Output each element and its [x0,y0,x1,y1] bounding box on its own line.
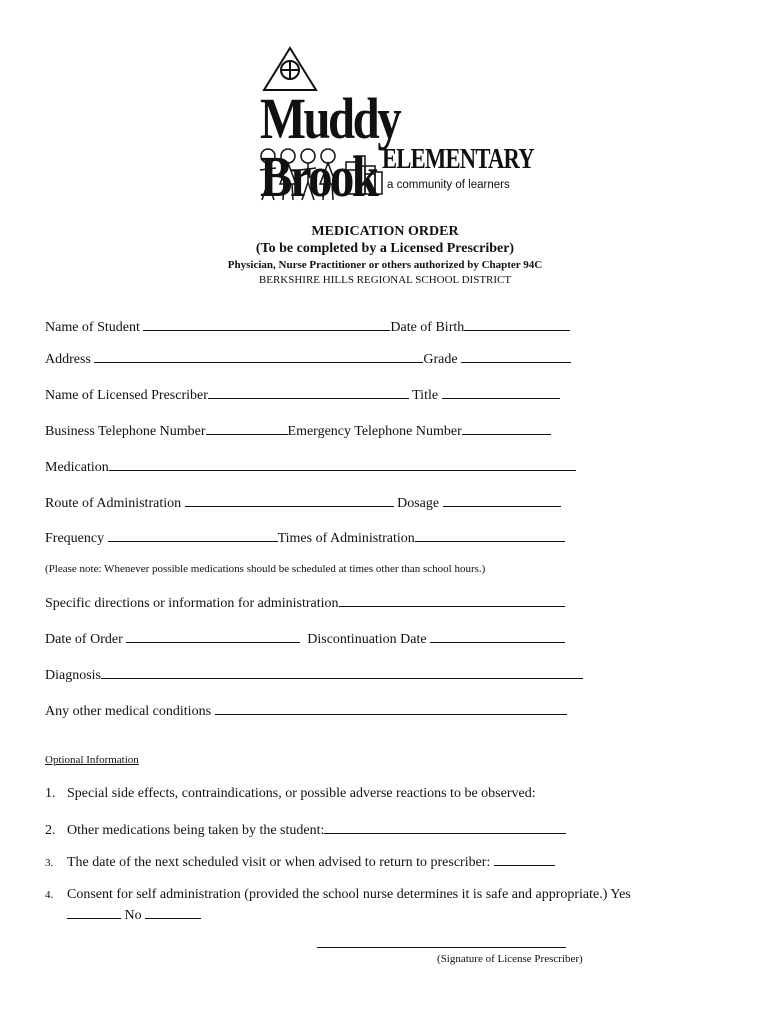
other-medications-field[interactable] [324,820,566,834]
optional-item-number: 3. [45,857,54,869]
medication-field[interactable] [109,457,576,471]
optional-item-number: 2. [45,823,56,838]
logo-tagline: a community of learners [387,179,510,191]
address-field[interactable] [94,349,423,363]
emergency-phone-label: Emergency Telephone Number [287,424,462,439]
medication-label: Medication [45,460,109,475]
route-label: Route of Administration [45,496,182,511]
optional-item-text: The date of the next scheduled visit or when advised to return to prescriber: [67,855,491,870]
optional-item-number: 4. [45,889,54,901]
other-conditions-label: Any other medical conditions [45,704,212,719]
form-title: MEDICATION ORDER [311,224,459,239]
optional-item-text: Other medications being taken by the student: [67,823,325,838]
row-directions [45,593,565,613]
row-other-conditions [45,701,567,721]
discontinuation-field[interactable] [430,629,565,643]
form-district: BERKSHIRE HILLS REGIONAL SCHOOL DISTRICT [258,274,512,286]
signature-label: (Signature of License Prescriber) [437,953,583,965]
optional-item-3 [45,852,555,872]
row-phones [45,421,551,441]
row-dates [45,629,565,649]
optional-item-4 [45,886,631,904]
row-diagnosis [45,665,583,685]
form-subtitle: (To be completed by a Licensed Prescriber) [255,241,515,256]
row-prescriber [45,385,560,405]
student-name-label: Name of Student [45,320,140,335]
logo-brand-sub: ELEMENTARY [382,143,534,175]
title-label: Title [412,388,439,403]
date-order-label: Date of Order [45,632,123,647]
times-label: Times of Administration [277,531,415,546]
prescriber-name-field[interactable] [208,385,409,399]
scheduling-note: (Please note: Whenever possible medications should be scheduled at times other than school hours.) [45,563,486,575]
consent-yes-field[interactable] [67,905,121,919]
frequency-field[interactable] [108,528,278,542]
emergency-phone-field[interactable] [462,421,551,435]
diagnosis-field[interactable] [101,665,583,679]
optional-item-2 [45,820,566,840]
row-student [45,317,570,337]
directions-label: Specific directions or information for administration [45,596,339,611]
consent-no-label: No [124,908,142,923]
children-drawing-icon [258,146,342,202]
next-visit-field[interactable] [494,852,555,866]
other-conditions-field[interactable] [215,701,567,715]
dob-field[interactable] [464,317,570,331]
optional-item-text: Consent for self administration (provided the school nurse determines it is safe and appropriate.) Yes [67,887,631,902]
row-frequency [45,528,565,548]
grade-label: Grade [423,352,458,367]
date-order-field[interactable] [126,629,300,643]
optional-item-number: 1. [45,786,56,801]
signature-line[interactable] [317,947,566,948]
row-route [45,493,561,513]
school-logo [258,46,534,209]
form-header [0,223,770,287]
consent-no-field[interactable] [145,905,201,919]
grade-field[interactable] [461,349,571,363]
row-address [45,349,571,369]
consent-answers [67,905,201,925]
diagnosis-label: Diagnosis [45,668,101,683]
optional-item-text: Special side effects, contraindications, or possible adverse reactions to be observed: [67,786,536,801]
prescriber-name-label: Name of Licensed Prescriber [45,388,208,403]
address-label: Address [45,352,91,367]
logo-brand-name: Muddy Brook [260,86,400,209]
row-medication [45,457,576,477]
student-name-field[interactable] [143,317,390,331]
frequency-label: Frequency [45,531,105,546]
form-authorized-note: Physician, Nurse Practitioner or others authorized by Chapter 94C [227,259,543,271]
optional-item-1 [45,785,536,803]
discontinuation-label: Discontinuation Date [307,632,427,647]
route-field[interactable] [185,493,394,507]
books-icon [344,152,384,196]
title-field[interactable] [442,385,560,399]
business-phone-label: Business Telephone Number [45,424,206,439]
dob-label: Date of Birth [390,320,465,335]
optional-heading: Optional Information [45,754,139,766]
business-phone-field[interactable] [206,421,288,435]
dosage-field[interactable] [443,493,561,507]
times-field[interactable] [415,528,565,542]
directions-field[interactable] [339,593,565,607]
dosage-label: Dosage [397,496,440,511]
